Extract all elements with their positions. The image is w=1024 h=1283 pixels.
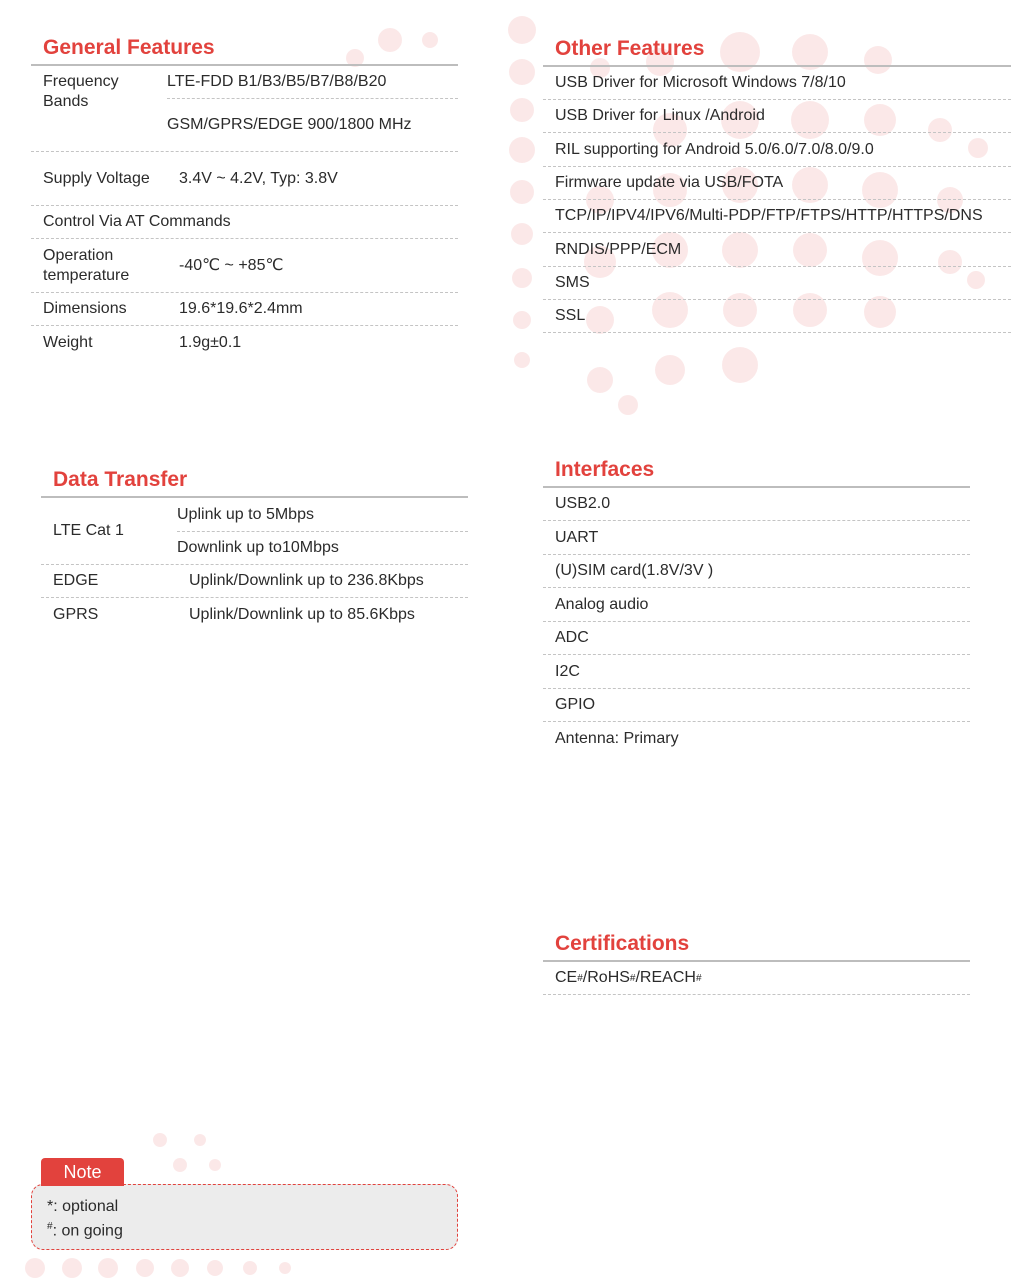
other-features-section (543, 37, 1011, 333)
other-feature-item: RIL supporting for Android 5.0/6.0/7.0/8.0/9.0 (543, 133, 1011, 167)
data-transfer-title: Data Transfer (41, 468, 468, 498)
other-feature-item: TCP/IP/IPV4/IPV6/Multi-PDP/FTP/FTPS/HTTP/HTTPS/DNS (543, 200, 1011, 233)
lte-cat1-label: LTE Cat 1 (53, 522, 124, 539)
other-features-title: Other Features (543, 37, 1011, 67)
note-box (31, 1184, 458, 1250)
operation-temperature-label: Operation temperature (43, 246, 130, 284)
interface-item: USB2.0 (543, 488, 970, 521)
operation-temperature-row (31, 239, 458, 293)
gprs-label: GPRS (53, 605, 99, 623)
other-feature-item: SMS (543, 267, 1011, 300)
interfaces-section (543, 458, 970, 756)
note-ongoing-text: : on going (52, 1222, 123, 1240)
cert-ongoing-mark: # (695, 972, 702, 984)
dimensions-value: 19.6*19.6*2.4mm (179, 300, 303, 317)
edge-value: Uplink/Downlink up to 236.8Kbps (189, 572, 424, 589)
cert-rohs: /RoHS (582, 969, 630, 986)
edge-label: EDGE (53, 572, 99, 589)
general-features-section (31, 36, 458, 360)
interface-item: Antenna: Primary (555, 730, 679, 747)
control-row (31, 206, 458, 239)
interface-item: I2C (543, 655, 970, 689)
other-feature-item: RNDIS/PPP/ECM (543, 233, 1011, 267)
other-feature-item: USB Driver for Linux /Android (543, 100, 1011, 133)
interfaces-title: Interfaces (543, 458, 970, 488)
gprs-row (41, 598, 468, 631)
supply-voltage-label: Supply Voltage (43, 169, 150, 187)
lte-uplink-value: Uplink up to 5Mbps (177, 505, 314, 523)
dimensions-label: Dimensions (43, 300, 127, 317)
certifications-title: Certifications (543, 932, 970, 962)
operation-temperature-value: -40℃ ~ +85℃ (179, 256, 284, 274)
other-feature-item: USB Driver for Microsoft Windows 7/8/10 (543, 67, 1011, 100)
frequency-lte-value: LTE-FDD B1/B3/B5/B7/B8/B20 (167, 73, 387, 90)
note-optional-line (47, 1197, 442, 1217)
frequency-bands-row (31, 66, 458, 152)
cert-ongoing-mark: # (577, 972, 583, 984)
lte-downlink-value: Downlink up to10Mbps (177, 531, 468, 564)
supply-voltage-value: 3.4V ~ 4.2V, Typ: 3.8V (179, 169, 338, 187)
frequency-bands-label: Frequency Bands (43, 73, 119, 110)
interface-item: Analog audio (543, 588, 970, 622)
certifications-list (543, 962, 970, 995)
note-tab: Note (41, 1158, 124, 1186)
gprs-value: Uplink/Downlink up to 85.6Kbps (189, 605, 415, 623)
cert-ce: CE (555, 969, 578, 986)
cert-reach: /REACH (635, 969, 696, 986)
lte-cat1-row (41, 498, 468, 565)
edge-row (41, 565, 468, 598)
weight-value: 1.9g±0.1 (179, 334, 242, 351)
interface-item: ADC (543, 622, 970, 655)
general-features-title: General Features (31, 36, 458, 66)
frequency-gsm-value: GSM/GPRS/EDGE 900/1800 MHz (167, 98, 458, 150)
data-transfer-section (41, 468, 468, 631)
weight-row (31, 326, 458, 360)
certifications-section (543, 932, 970, 995)
interface-item: UART (543, 521, 970, 555)
supply-voltage-row (31, 152, 458, 206)
dimensions-row (31, 293, 458, 326)
note-ongoing-symbol: # (47, 1221, 53, 1232)
interface-item: GPIO (543, 689, 970, 722)
note-ongoing-line (47, 1217, 442, 1241)
cert-ongoing-mark: # (629, 972, 636, 984)
note-optional-symbol: * (47, 1198, 54, 1215)
control-label: Control Via AT Commands (43, 213, 231, 230)
other-feature-item: SSL (543, 300, 1011, 333)
other-feature-item: Firmware update via USB/FOTA (543, 167, 1011, 200)
interface-item: (U)SIM card(1.8V/3V ) (543, 555, 970, 588)
note-optional-text: : optional (53, 1198, 119, 1215)
weight-label: Weight (43, 334, 93, 351)
